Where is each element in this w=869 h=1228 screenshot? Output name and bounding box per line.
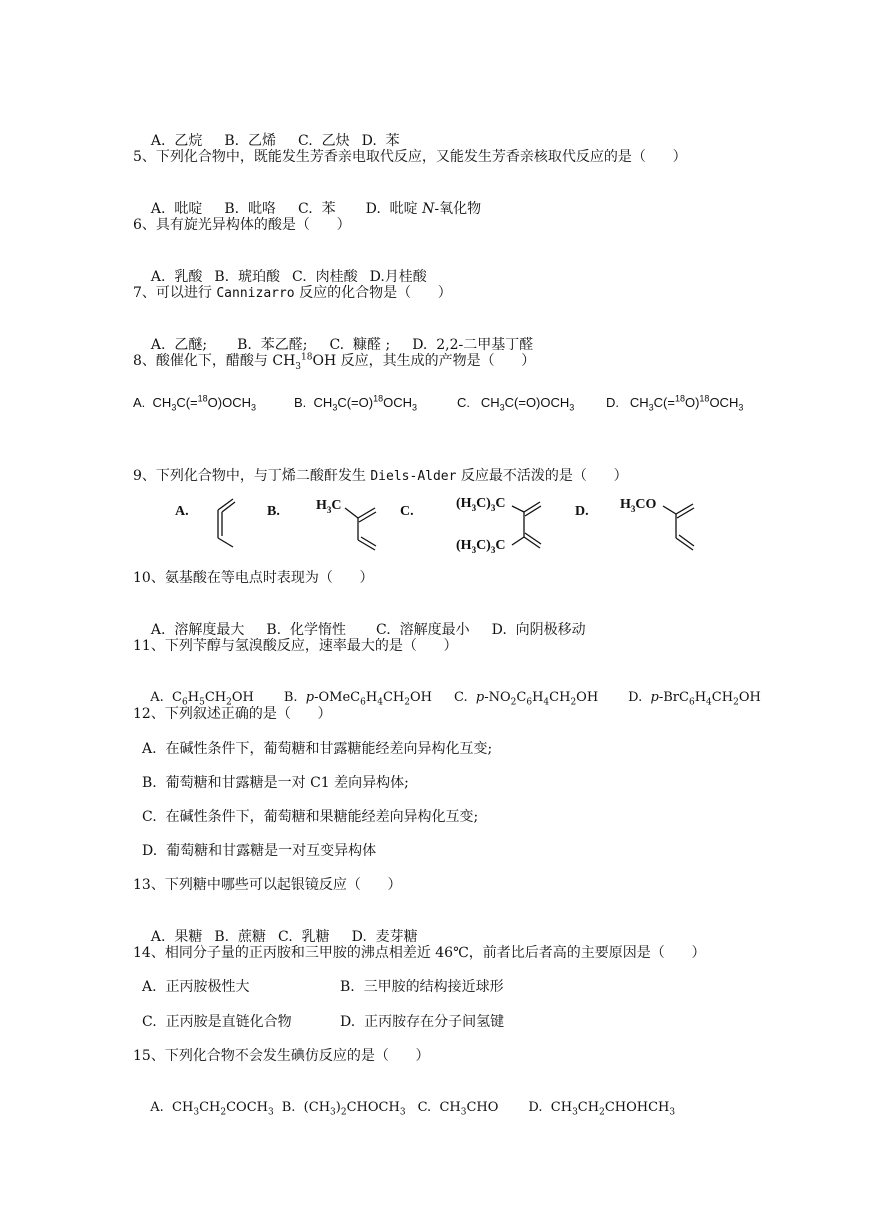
q11-option-d: D. $p-BrC_6H_4CH_2OH$: [628, 690, 761, 708]
q10-option-a: A. 溶解度最大: [150, 622, 245, 638]
q15-option-a: A. $CH_3CH_2COCH_3$: [150, 1100, 274, 1118]
q4-option-d: D. 苯: [361, 133, 400, 149]
q9-b-methyl: $H_3C$: [316, 498, 342, 515]
q5-stem: 5、下列化合物中，既能发生芳香亲电取代反应，又能发生芳香亲核取代反应的是（ ）: [133, 149, 687, 165]
q13-option-d: D. 麦芽糖: [351, 929, 418, 945]
q9-label-a: A.: [175, 504, 189, 519]
q6-option-c: C. 肉桂酸: [292, 269, 358, 285]
q13-option-c: C. 乳糖: [278, 929, 330, 945]
q14-option-b: B. 三甲胺的结构接近球形: [340, 979, 504, 995]
q9-c-tbutyl-bottom: $(H_3C)_3C$: [456, 538, 506, 555]
q10-option-b: B. 化学惰性: [266, 622, 347, 638]
q7-option-c: C. 糠醛 ;: [329, 337, 391, 353]
q15-stem: 15、下列化合物不会发生碘仿反应的是（ ）: [133, 1048, 430, 1064]
q13-stem: 13、下列糖中哪些可以起银镜反应（ ）: [133, 877, 402, 893]
q4-option-a: A. 乙烷: [150, 133, 203, 149]
q15-option-d: D. $CH_3CH_2CHOHCH_3$: [528, 1100, 676, 1118]
q9-d-methoxy: $H_3CO$: [620, 497, 657, 514]
q8-option-d: D. $CH_3C(=^{18}O)^{18}OCH_3$: [606, 393, 744, 413]
q14-stem: 14、相同分子量的正丙胺和三甲胺的沸点相差近 46℃，前者比后者高的主要原因是（ ）: [133, 945, 706, 961]
q15-option-c: C. $CH_3CHO$: [417, 1100, 499, 1118]
q12-option-d: D. 葡萄糖和甘露糖是一对互变异构体: [142, 843, 377, 859]
q9-label-b: B.: [267, 504, 280, 519]
q12-option-a: A. 在碱性条件下，葡萄糖和甘露糖能经差向异构化互变;: [142, 741, 493, 757]
q11-options: [142, 671, 761, 707]
q12-option-b: B. 葡萄糖和甘露糖是一对 C1 差向异构体;: [142, 775, 409, 791]
q10-option-c: C. 溶解度最小: [376, 622, 470, 638]
q14-option-a: A. 正丙胺极性大: [142, 979, 250, 995]
q9-structure-c: [512, 502, 541, 548]
q5-option-a: A. 吡啶: [150, 201, 203, 217]
q6-option-b: B. 琥珀酸: [214, 269, 281, 285]
q13-option-a: A. 果糖: [150, 929, 203, 945]
q13-options: [142, 910, 418, 946]
q13-option-b: B. 蔗糖: [214, 929, 267, 945]
q4-option-b: B. 乙烯: [224, 133, 277, 149]
q9-stem: 9、下列化合物中，与丁烯二酸酐发生 Diels-Alder 反应最不活泼的是（ ）: [133, 468, 628, 484]
q10-option-d: D. 向阴极移动: [491, 622, 586, 638]
q11-option-a: A. $C_6H_5CH_2OH$: [150, 690, 254, 708]
q9-label-c: C.: [400, 504, 414, 519]
q14-option-d: D. 正丙胺存在分子间氢键: [340, 1014, 505, 1030]
q8-option-c: C. $CH_3C(=O)OCH_3$: [457, 395, 575, 413]
q10-options: [142, 603, 586, 639]
q7-option-b: B. 苯乙醛;: [237, 337, 308, 353]
q12-option-c: C. 在碱性条件下，葡萄糖和果糖能经差向异构化互变;: [142, 809, 479, 825]
q11-option-c: C. $p-NO_2C_6H_4CH_2OH$: [453, 690, 599, 708]
q9-label-d: D.: [575, 504, 589, 519]
q12-stem: 12、下列叙述正确的是（ ）: [133, 706, 332, 722]
q11-option-b: B. $p-OMeC_6H_4CH_2OH$: [283, 690, 432, 708]
q6-stem: 6、具有旋光异构体的酸是（ ）: [133, 217, 351, 233]
q4-option-c: C. 乙炔: [298, 133, 350, 149]
q11-stem: 11、下列苄醇与氢溴酸反应，速率最大的是（ ）: [133, 638, 458, 654]
q8-option-b: B. $CH_3C(=O)^{18}OCH_3$: [294, 393, 417, 413]
q5-option-d: D. 吡啶 N-氧化物: [365, 201, 482, 217]
q9-structure-b: [345, 508, 376, 550]
q15-option-b: B. $(CH_3)_2CHOCH_3$: [281, 1100, 406, 1118]
q5-option-c: C. 苯: [298, 201, 336, 217]
q8-option-a: A. $CH_3C(=^{18}O)OCH_3$: [133, 393, 257, 413]
q6-option-d: D.月桂酸: [369, 269, 427, 285]
q9-c-tbutyl-top: $(H_3C)_3C$: [456, 496, 506, 513]
q7-stem: 7、可以进行 Cannizarro 反应的化合物是（ ）: [133, 285, 452, 301]
q7-option-a: A. 乙醚;: [150, 337, 208, 353]
q6-option-a: A. 乳酸: [150, 269, 203, 285]
q9-structure-d: [663, 504, 694, 550]
q14-option-c: C. 正丙胺是直链化合物: [142, 1014, 292, 1030]
q15-options: [142, 1081, 675, 1117]
q7-option-d: D. 2,2-二甲基丁醛: [412, 337, 534, 353]
q8-stem: 8、酸催化下，醋酸与 $CH_3^{18}OH$ 反应，其生成的产物是（ ）: [133, 352, 536, 372]
q9-structure-a: [218, 499, 235, 547]
q10-stem: 10、氨基酸在等电点时表现为（ ）: [133, 570, 374, 586]
q5-option-b: B. 吡咯: [224, 201, 277, 217]
